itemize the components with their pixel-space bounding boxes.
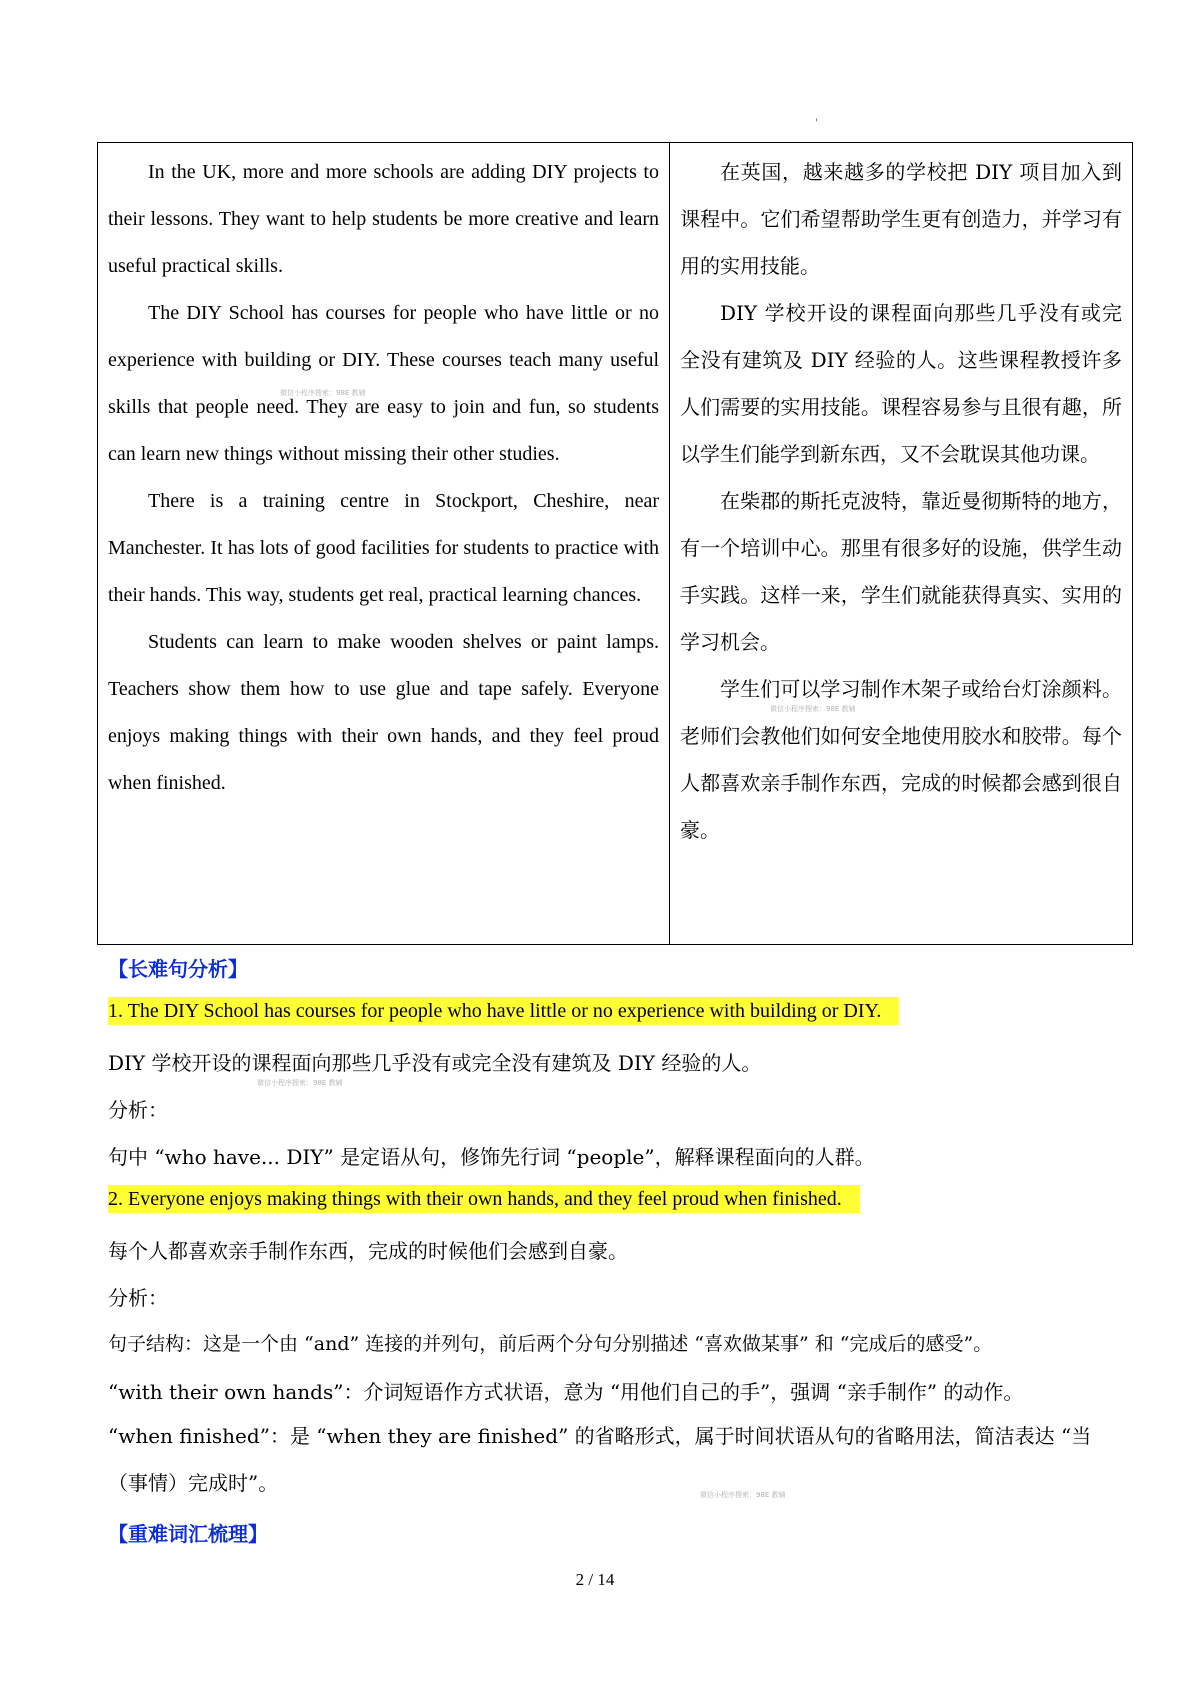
difficult-sentences-heading: 【长难句分析】 (108, 957, 248, 981)
watermark: 微信小程序搜索：98E 教辅 (770, 705, 856, 713)
vocabulary-heading: 【重难词汇梳理】 (108, 1522, 268, 1546)
english-paragraph-4: Students can learn to make wooden shelves or paint lamps. Teachers show them how to use glue and tape safely. Everyone enjoys making things with their own hands, and they feel proud when finished. (108, 631, 659, 794)
analysis-note-2a: 句子结构：这是一个由 “and” 连接的并列句，前后两个分句分别描述 “喜欢做某事” 和 “完成后的感受”。 (108, 1333, 993, 1355)
analysis-label-2: 分析： (108, 1286, 168, 1310)
translation-1: DIY 学校开设的课程面向那些几乎没有或完全没有建筑及 DIY 经验的人。 (108, 1051, 762, 1075)
bilingual-passage-table (97, 142, 1133, 945)
header-mark: ' (815, 118, 818, 129)
english-column (98, 143, 670, 945)
chinese-column (670, 143, 1133, 945)
english-paragraph-1: In the UK, more and more schools are adding DIY projects to their lessons. They want to help students be more creative and learn useful practical skills. (108, 161, 659, 277)
page-number: 2 / 14 (575, 1570, 615, 1589)
translation-2: 每个人都喜欢亲手制作东西，完成的时候他们会感到自豪。 (108, 1239, 628, 1263)
english-paragraph-2: The DIY School has courses for people who have little or no experience with building or DIY. These courses teach many useful skills that people need. They are easy to join and fun, so students can learn new things without missing their other studies. (108, 302, 659, 465)
analysis-label-1: 分析： (108, 1098, 168, 1122)
highlighted-sentence-2: 2. Everyone enjoys making things with their own hands, and they feel proud when finished. (108, 1185, 860, 1213)
example-sentence-2 (108, 1188, 860, 1211)
highlighted-sentence-1: 1. The DIY School has courses for people who have little or no experience with building or DIY. (108, 997, 899, 1025)
analysis-note-2b: “with their own hands”：介词短语作方式状语，意为 “用他们自己的手”，强调 “亲手制作” 的动作。 (108, 1380, 1024, 1404)
chinese-paragraph-3: 在柴郡的斯托克波特，靠近曼彻斯特的地方，有一个培训中心。那里有很多好的设施，供学生动手实践。这样一来，学生们就能获得真实、实用的学习机会。 (680, 489, 1122, 654)
english-paragraph-3: There is a training centre in Stockport, Cheshire, near Manchester. It has lots of good facilities for students to practice with their hands. This way, students get real, practical learning chances. (108, 490, 659, 606)
watermark: 微信小程序搜索：98E 教辅 (700, 1491, 786, 1499)
chinese-paragraph-4: 学生们可以学习制作木架子或给台灯涂颜料。老师们会教他们如何安全地使用胶水和胶带。每个人都喜欢亲手制作东西，完成的时候都会感到很自豪。 (680, 677, 1122, 842)
example-sentence-1 (108, 1000, 899, 1023)
chinese-paragraph-2: DIY 学校开设的课程面向那些几乎没有或完全没有建筑及 DIY 经验的人。这些课程教授许多人们需要的实用技能。课程容易参与且很有趣，所以学生们能学到新东西，又不会耽误其他功课。 (680, 301, 1122, 466)
analysis-note-2c: “when finished”：是 “when they are finished” 的省略形式，属于时间状语从句的省略用法，简洁表达 “当（事情）完成时”。 (108, 1424, 1092, 1495)
watermark: 微信小程序搜索：98E 教辅 (257, 1079, 343, 1087)
analysis-note-1: 句中 “who have... DIY” 是定语从句，修饰先行词 “people”，解释课程面向的人群。 (108, 1145, 875, 1169)
chinese-paragraph-1: 在英国，越来越多的学校把 DIY 项目加入到课程中。它们希望帮助学生更有创造力，并学习有用的实用技能。 (680, 160, 1122, 278)
watermark: 微信小程序搜索：98E 教辅 (280, 389, 366, 397)
